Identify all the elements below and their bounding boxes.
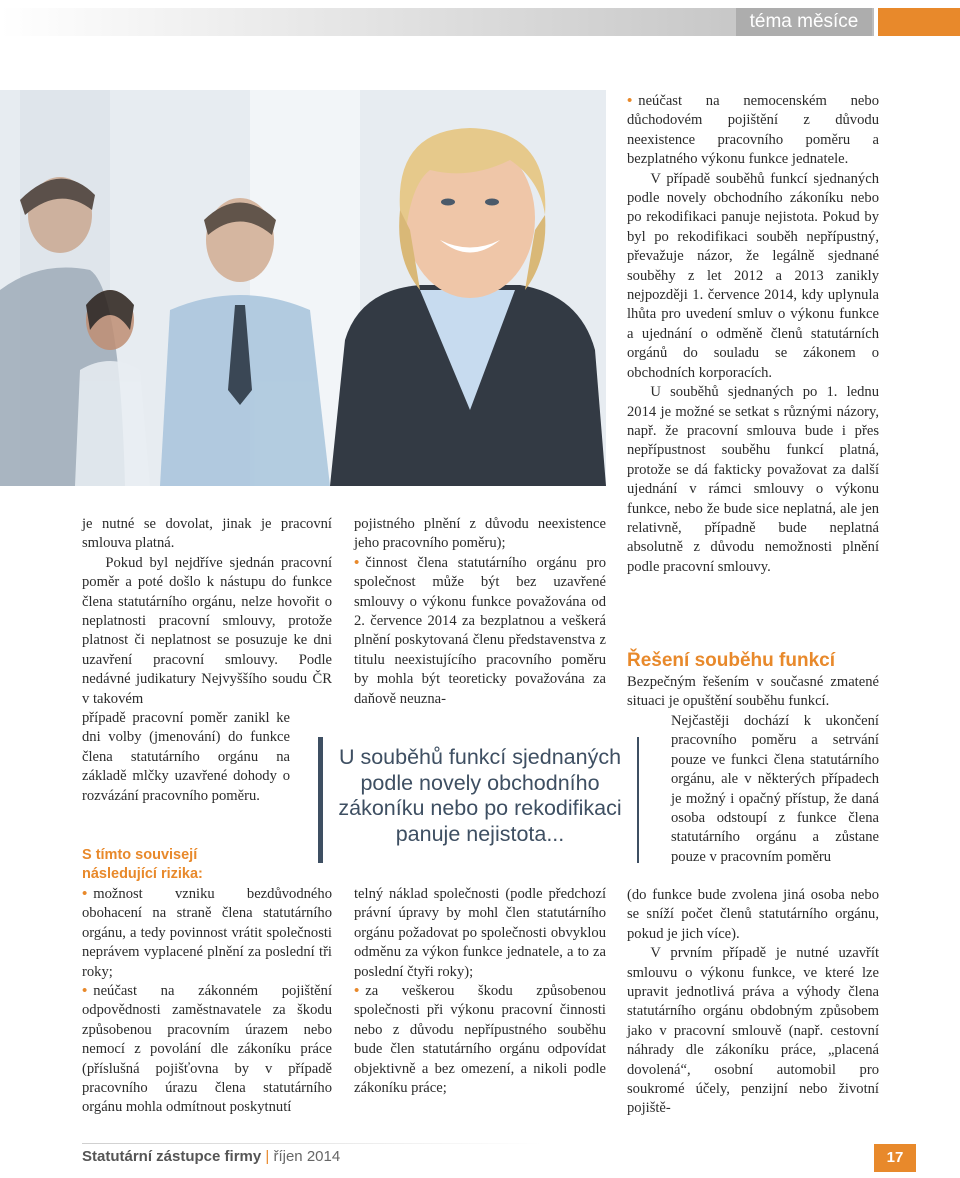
column-1-narrow (82, 709, 290, 806)
column-1-bullets (82, 885, 332, 1118)
quote-rule-left (318, 737, 323, 863)
col3-bullet-1: • neúčast na nemocenském nebo důchodovém pojištění z důvodu neexistence pracovního poměru a bezplatného výkonu funkce jednatele. (627, 92, 879, 170)
footer-separator: | (265, 1148, 270, 1165)
rizika-heading (82, 846, 332, 885)
col3-paragraph-1: V případě souběhů funkcí sjednaných podle novely obchodního zákoníku nebo po rekodifikaci panuje nejistota. Pokud by byl po rekodifikaci souběh nepřípustný, převažuje názor, že legálně sjednané souběhy z let 2012 a 2013 zanikly nejpozději 1. července 2014, kdy uplynula lhůta pro uvedení smluv o výkonu funkce a ujednání o odměně členů statutárních orgánů do souladu se zákonem o obchodních korporacích. (627, 170, 879, 381)
column-3-bottom (627, 886, 879, 1119)
col2-paragraph-2: telný náklad společnosti (podle předchozí právní úpravy by mohl člen statutárního orgánu požadovat po společnosti obvyklou odměnu za výkon funkce jednatele, a to za poslední čtyři roky); (354, 886, 606, 980)
col3-paragraph-4: V prvním případě je nutné uzavřít smlouvu o výkonu funkce, ve které lze upravit jednotlivá práva a výhody člena statutárního orgánu obdobným způsobem jako v pracovní smlouvě (např. cestovní náhrady dle zákoníku práce, „placená dovolená“, osobní automobil pro soukromé účely, penzijní nebo životní pojiště- (627, 945, 879, 1117)
col3-paragraph-3c: (do funkce bude zvolena jiná osoba nebo se sníží počet členů statutárního orgánu, pokud je jich více). (627, 887, 879, 942)
col2-paragraph-1: pojistného plnění z důvodu neexistence jeho pracovního poměru); (354, 516, 606, 552)
footer-magazine: Statutární zástupce firmy (82, 1148, 262, 1165)
article-photo (0, 90, 606, 486)
page-number: 17 (874, 1144, 916, 1172)
column-3-top (627, 92, 879, 577)
col1-paragraph-2: Pokud byl nejdříve sjednán pracovní poměr a poté došlo k nástupu do funkce člena statutárního orgánu, nelze hovořit o neplatnosti pracovní smlouvy, protože platnost či neplatnost se posuzuje ke dni uzavření pracovní smlouvy. Podle nedávné judikatury Nejvyššího soudu ČR v takovém (82, 554, 332, 707)
section-heading: Řešení souběhu funkcí (627, 650, 835, 671)
col3-paragraph-3b: Nejčastěji dochází k ukončení pracovního poměru a setrvání pouze ve funkci člena statutárního orgánu, ale v některých případech je možný i opačný přístup, že daná osoba odstoupí z funkce člena statutárního orgánu a zůstane pouze v pracovním poměru (671, 713, 879, 865)
column-3-narrow (671, 712, 879, 867)
col1-bullet-2: • neúčast na zákonném pojištění odpovědnosti zaměstnavatele za škodu způsobenou pracovním úrazem nebo nemocí z povolání dle zákoníku práce (příslušná pojišťovna by v případě pracovního úrazu člena statutárního orgánu mohla odmítnout poskytnutí (82, 982, 332, 1118)
col1-paragraph-2b: případě pracovní poměr zanikl ke dni volby (jmenování) do funkce člena statutárního orgánu na základě mlčky uzavřené dohody o rozvázání pracovního poměru. (82, 710, 290, 804)
col2-bullet-2: • za veškerou škodu způsobenou společnosti při výkonu pracovní činnosti nebo z důvodu nepřípustného souběhu bude člen statutárního orgánu odpovídat objektivně a bez omezení, a nikoli podle zákoníku práce; (354, 982, 606, 1098)
footer-issue: říjen 2014 (273, 1148, 341, 1165)
col3-paragraph-2: U souběhů sjednaných po 1. lednu 2014 je možné se setkat s různými názory, např. že pracovní smlouva bude i přes nepřípustnost souběhu funkcí platná, protože se dá fakticky považovat za další ujednání v rámci smlouvy o výkonu funkce, nebo že bude sice neplatná, ale jen relativně, případně bude neplatná absolutně z důvodu nemožnosti plnění podle pracovní smlouvy. (627, 384, 879, 575)
business-people-illustration (0, 90, 606, 486)
col3-paragraph-3a: Bezpečným řešením v současné zmatené situaci je opuštění souběhu funkcí. (627, 674, 879, 710)
rizika-heading-line-1: S tímto souvisejí (82, 847, 198, 863)
column-2-bottom (354, 885, 606, 1098)
quote-rule-right (637, 737, 639, 863)
section-label: téma měsíce (736, 8, 872, 36)
header-accent (878, 8, 960, 36)
col1-bullet-1: • možnost vzniku bezdůvodného obohacení na straně člena statutárního orgánu, a tedy povinnost vrátit společnosti neprávem vyplacené plnění za poslední tři roky; (82, 885, 332, 982)
footer-rule (82, 1143, 542, 1144)
column-1 (82, 515, 332, 709)
pull-quote: U souběhů funkcí sjednaných podle novely obchodního zákoníku nebo po rekodifikaci panuje nejistota... (338, 745, 622, 846)
col1-paragraph-1: je nutné se dovolat, jinak je pracovní smlouva platná. (82, 516, 332, 552)
rizika-heading-line-2: následující rizika: (82, 866, 203, 883)
footer (82, 1147, 340, 1167)
column-3-mid (627, 673, 879, 712)
col2-bullet-1: • činnost člena statutárního orgánu pro společnost může být bez uzavřené smlouvy o výkonu funkce považována od 2. července 2014 za bezplatnou a veškerá plnění poskytovaná členu představenstva z titulu neexistujícího pracovního poměru by mohla být teoreticky považována za daňově neuzna- (354, 554, 606, 709)
column-2-top (354, 515, 606, 709)
